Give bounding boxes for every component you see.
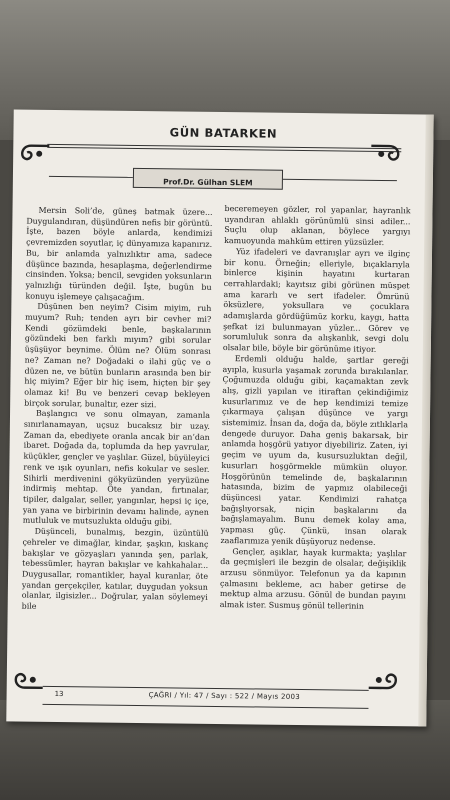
paragraph: beceremeyen gözler, rol yapanlar, hayranlık uyandıran ahlaklı görünümlü sinsi adiler... Suçlu olup aklanan, böylece yargıyı kamuoyunda mahkûm ettiren yüzsüzler. [224, 204, 411, 248]
magazine-page [6, 109, 433, 726]
text-column-left [22, 206, 213, 615]
paragraph: Erdemli olduğu halde, şartlar gereği ayıpla, kusurla yaşamak zorunda bırakılanlar. Çoğumuzda olduğu gibi, kaçamaktan zevk alış, gizli yapılan ve itiraftan çekindiğimiz kusurlarımız ve de hep kendimizi temize çıkarmaya çalışan düşünce ve yargı sistemimiz. İnsan da, doğa da, böyle zıtlıklarla dengede duruyor. Daha geniş bakarsak, bir anlamda hoşgörü yatıyor diyebiliriz. Zaten, iyi geçim ve uyum da, kusursuzluktan değil, kusurları hoşgörmekle mümkün oluyor. Hoşgörünün temelinde de, başkalarının hatasında, bizim de yapmız olabileceği düşüncesi yatar. Kendimizi rahatça bağışlıyorsak, niçin başkalarını da bağışlamayalım. Bunu demek kolay ama, yapması güç. Çünkü, insan olarak zaaflarımıza yenik düşüyoruz nedense. [220, 354, 409, 547]
paragraph: Yüz ifadeleri ve davranışlar ayrı ve ilginç bir konu. Örneğin; elleriyle, bıçaklarıyla binlerce kişinin hayatını kurtaran cerrahlardaki; kayıtsız gibi görünen müspet ama kararlı ve sert ifadeler. Ömrünü öksüzlere, yoksullara ve çocuklara adamışlarda gördüğümüz korku, kaygı, hatta şefkat izi bulunmayan yüzler... Görev ve sorumluluk sonra da alışkanlık, sevgi dolu olsalar bile, böyle bir görünüme itiyor. [222, 246, 411, 355]
page-number: 13 [54, 690, 64, 699]
paragraph: Düşünen ben neyim? Cisim miyim, ruh muyum? Ruh; tenden ayrı bir cevher mi? Kendi gözümdeki benle, başkalarının gözündeki ben farklı mıyım? gibi sorular üşüşüyor beynime. Ölüm ne? Ölüm sonrası ne? Zaman ne? Doğadaki o ilahi güç ve o düzen ne, ve bütün bunların arasında ben bir hiç miyim? Eğer bir hiç isem, hiçten bir şey olamaz ki! Bu ve benzeri cevap bekleyen birçok sorular, bunaltır, ezer sizi. [24, 302, 212, 409]
paragraph: Başlangıcı ve sonu olmayan, zamanla sınırlanamayan, uçsuz bucaksız bir uzay. Zaman da, ebediyete oranla ancak bir an’dan ibaret. Doğada da, toplumda da hep yavrular, küçükler, gençler ve yaşlılar. Güzel, büyüleyici renk ve ışık oyunları, nefis kokular ve sesler. Sihirli merdivenini gökyüzünden yeryüzüne indirmiş mehtap. Öte yandan, fırtınalar, tipiler, dalgalar, seller, yangınlar, hepsi iç içe, yan yana ve birbirinin devamı halinde, aynen mutluluk ve mutsuzlukta olduğu gibi. [22, 409, 211, 527]
page-edge [418, 114, 433, 726]
paragraph: Düşünceli, bunalmış, bezgin, üzüntülü çehreler ve dimağlar, kindar, şaşkın, kıskanç bakışlar ve gözyaşları yanında şen, parlak, tebessümler, hayran bakışlar ve kahkahalar... Duygusallar, romantikler, hayal kuranlar, öte yandan gerçekçiler, katılar, duygudan yoksun olanlar, ilgisizler... Doğrular, yalan söylemeyi bile [21, 526, 209, 611]
banner-rule-left [49, 176, 133, 178]
author-banner [133, 168, 283, 190]
author-name: Prof.Dr. Gülhan SLEM [163, 177, 253, 188]
corner-ornament-top-left-icon [19, 142, 51, 164]
paragraph: Gençler, aşıklar, hayak kurmakta; yaşlılar da geçmişleri ile bezgin de olsalar, değişiklik arzusu sönmüyor. Telefonun ya da kapının çalmasını bekleme, acı haber getirse de mektup alma arzusu. Gönül de bundan payını almak ister. Susmuş gönül tellerinin [219, 546, 407, 611]
text-column-right [220, 204, 411, 613]
issue-info: ÇAĞRI / Yıl: 47 / Sayı : 522 / Mayıs 2003 [148, 691, 301, 701]
paragraph: Mersin Soli’de, güneş batmak üzere... Duygulandıran, düşündüren nefis bir görüntü. İşte, bazen böyle anlarda, kendimizi çevremizden soyutlar, iç dünyamıza kapanırız. Bu, bir anlamda yalnızlıktır ama, sadece düşünce bazında, hesaplaşma, değerlendirme cinsinden. Yoksa; bencil, sevgiden yoksunların yalnızlığı türünden değil. İşte, bugün bu konuyu işlemeye çalışacağım. [25, 205, 213, 302]
corner-ornament-bottom-right-icon [367, 670, 399, 692]
banner-rule-right [281, 179, 397, 181]
corner-ornament-top-right-icon [369, 142, 401, 164]
page-title: GÜN BATARKEN [169, 125, 278, 141]
